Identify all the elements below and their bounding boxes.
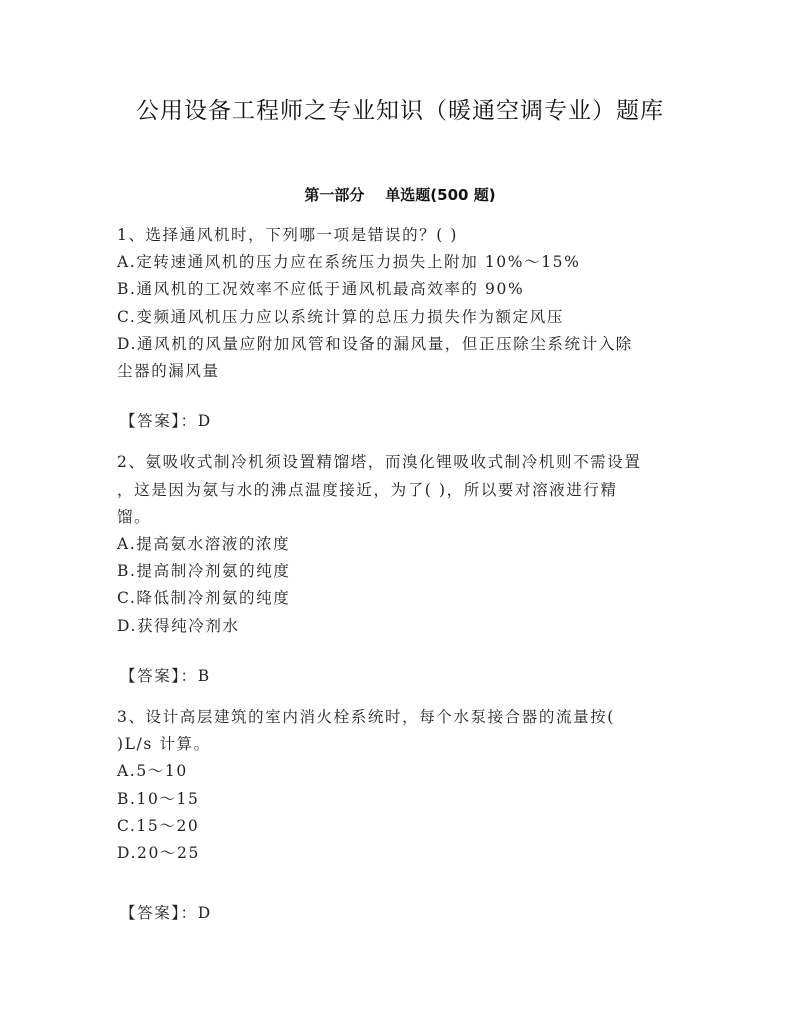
option-a: A.定转速通风机的压力应在系统压力损失上附加 10%～15% <box>117 253 581 272</box>
option-a: A.5～10 <box>117 762 188 781</box>
question-3 <box>117 704 687 867</box>
option-b: B.10～15 <box>117 789 200 808</box>
option-c: C.15～20 <box>117 816 200 835</box>
answer-1: 【答案】：D <box>120 412 212 431</box>
question-stem: 1、选择通风机时，下列哪一项是错误的？( ) <box>117 226 459 244</box>
question-stem: 3、设计高层建筑的室内消火栓系统时，每个水泵接合器的流量按( <box>117 708 615 727</box>
option-d: D.获得纯冷剂水 <box>117 616 240 635</box>
option-c: C.变频通风机压力应以系统计算的总压力损失作为额定风压 <box>117 307 564 326</box>
answer-3: 【答案】：D <box>120 904 212 923</box>
option-d: D.通风机的风量应附加风管和设备的漏风量，但正压除尘系统计入除 <box>117 334 633 353</box>
question-stem-continued: )L/s 计算。 <box>117 735 211 754</box>
question-stem-continued: ，这是因为氨与水的沸点温度接近，为了( )，所以要对溶液进行精 <box>117 480 618 499</box>
question-list <box>117 222 687 941</box>
answer-2: 【答案】：B <box>120 666 211 685</box>
option-a: A.提高氨水溶液的浓度 <box>117 535 291 554</box>
option-d-continued: 尘器的漏风量 <box>117 362 220 381</box>
question-stem-continued: 馏。 <box>117 507 152 526</box>
option-c: C.降低制冷剂氨的纯度 <box>117 589 291 608</box>
section-heading: 第一部分 单选题(500 题) <box>304 186 496 204</box>
question-2 <box>117 449 687 639</box>
option-d: D.20～25 <box>117 844 200 863</box>
document-title: 公用设备工程师之专业知识（暖通空调专业）题库 <box>136 98 664 124</box>
question-1 <box>117 222 687 385</box>
option-b: B.通风机的工况效率不应低于通风机最高效率的 90% <box>117 280 525 299</box>
option-b: B.提高制冷剂氨的纯度 <box>117 562 291 581</box>
question-stem: 2、氨吸收式制冷机须设置精馏塔，而溴化锂吸收式制冷机则不需设置 <box>117 453 642 472</box>
